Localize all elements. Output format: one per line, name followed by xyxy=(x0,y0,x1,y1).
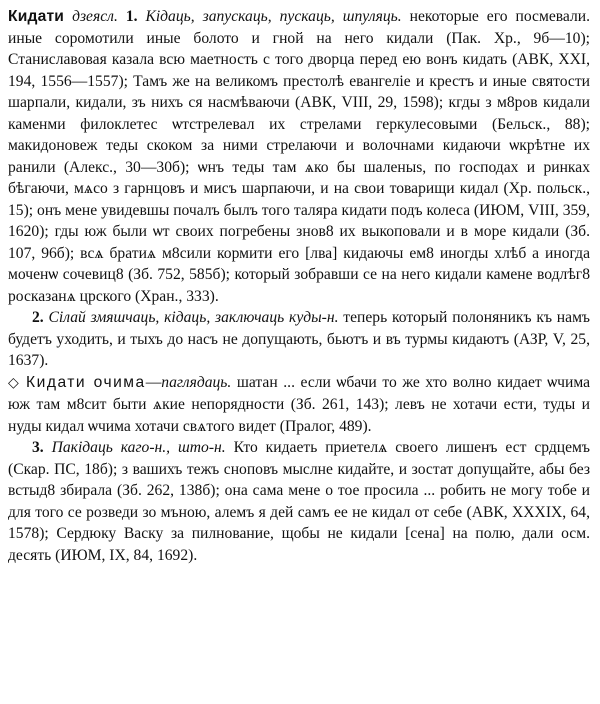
entry-phrase: ◇ Кидати очима—паглядаць. шатан ... если ѡбачи то же хто волно кидает ѡчима юж там м8сит быти ѧкие непорядности (Зб. 261, 143); левъ не хотачи ести, туды и нуды кидал ѡчима хотачи свѧтого видет (Пралог, 489). xyxy=(8,373,591,435)
headword: Кидати xyxy=(8,8,65,25)
sense-gloss: Сілай змяшчаць, кідаць, заключаць куды-н. xyxy=(48,309,339,326)
entry-sense-1 xyxy=(8,6,590,307)
diamond-icon: ◇ xyxy=(8,374,21,391)
sense-gloss: Пакідаць каго-н., што-н. xyxy=(51,439,226,456)
sense-gloss: Кідаць, запускаць, пускаць, шпуляць. xyxy=(145,8,402,25)
sense-citations: теперь который полоняникъ къ намъ будетъ уходить, и тыхъ до насъ не допущають, бьютъ и въ турмы кидаютъ (АЗР, V, 25, 1637). xyxy=(8,309,591,369)
sense-number: 2. xyxy=(32,309,44,326)
sense-citations: Кто кидаеть приетелѧ своего лишенъ ест срдцемъ (Скар. ПС, 18б); з вашихъ тежъ сноповъ мыслне кидайте, и зостат допущайте, абы без встыд8 збирала (Зб. 262, 138б); она сама мене о тое просила ... робить не могу тобе и для того се розведи зо мъною, алемъ я дей самъ ее не кидал от себе (АВК, XXXIX, 64, 1578); Сердюку Васку за пилнование, щобы не кидали [сена] на полю, дали осм. десять (ИЮМ, IX, 84, 1692). xyxy=(8,439,590,564)
phrase-term: Кидати очима xyxy=(26,373,146,391)
sense-number: 1. xyxy=(125,8,138,25)
phrase-citations: шатан ... если ѡбачи то же хто волно кидает ѡчима юж там м8сит быти ѧкие непорядности (Зб. 261, 143); левъ не хотачи ести, туды и нуды кидал ѡчима хотачи свѧтого видет (Пралог, 489). xyxy=(8,373,591,435)
entry-sense-3 xyxy=(8,437,590,566)
phrase-gloss: паглядаць. xyxy=(161,373,232,391)
part-of-speech: дзеясл. xyxy=(72,8,118,25)
sense-number: 3. xyxy=(32,439,44,456)
entry-sense-2 xyxy=(8,307,590,372)
sense-citations: некоторые его посмевали. иные соромотили иные болото и гной на него кидали (Пак. Хр., 9б—10); Станиславовая казала всю маетность с того дворца перед ею вонъ кидать (АВК, XXI, 194, 1556—1557); Тамъ же на великомъ престолѣ евангеліе и крестъ и иные святости шарпали, кидали, зъ нихъ ся насмѣваючи (АВК, VIII, 29, 1598); кгды з м8ров кидали каменми филоклетес ѡтстрелевал их стрелами геркулесовыми (Бельск., 88); макидоновеж теды скоком за ними стрелаючи и волочнами кидаючи ѡкрѣтне их ранили (Алекс., 30—30б); ѡнъ теды там ѧко бы шаленыs, по господах и ринках бѣгаючи, мѧсо з гарнцовъ и мисъ шарпаючи, и на свои товарищи кидал (Хр. польск., 15); онъ мене увидевшы почалъ былъ того таляра кидати подъ колеса (ИЮМ, VIII, 359, 1620); гды юж были ѡт своих погребены знов8 их выкоповали и в море кидали (Зб. 107, 96б); всѧ братиѧ м8сили кормити его [лва] кидаючы ем8 иногды хлѣб а иногда моченѡ сочевиц8 (Зб. 752, 585б); который зобравши се на него кидали камене водлѣг8 росказанѧ црского (Хран., 333). xyxy=(8,8,590,305)
